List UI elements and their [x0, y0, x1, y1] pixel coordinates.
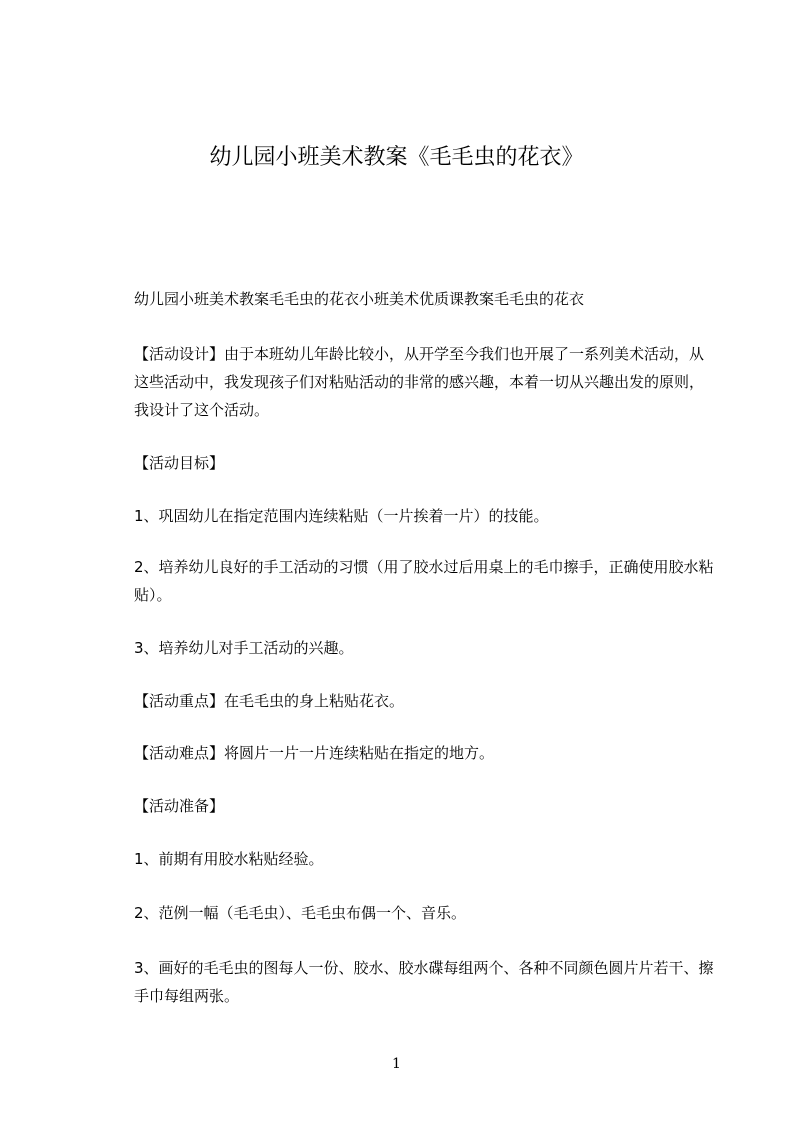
paragraph-objectives-heading: 【活动目标】 — [134, 454, 225, 472]
paragraph-subtitle: 幼儿园小班美术教案毛毛虫的花衣小班美术优质课教案毛毛虫的花衣 — [134, 290, 585, 308]
paragraph-preparation-3: 3、画好的毛毛虫的图每人一份、胶水、胶水碟每组两个、各种不同颜色圆片片若干、擦手巾每组两张。 — [134, 959, 714, 1005]
paragraph-difficulty: 【活动难点】将圆片一片一片连续粘贴在指定的地方。 — [134, 744, 495, 762]
paragraph-preparation-2: 2、范例一幅（毛毛虫）、毛毛虫布偶一个、音乐。 — [134, 904, 467, 922]
page-number: 1 — [392, 1056, 401, 1072]
paragraph-preparation-1: 1、前期有用胶水粘贴经验。 — [134, 850, 324, 868]
paragraph-objective-1: 1、巩固幼儿在指定范围内连续粘贴（一片挨着一片）的技能。 — [134, 507, 549, 525]
paragraph-objective-2: 2、培养幼儿良好的手工活动的习惯（用了胶水过后用桌上的毛巾擦手，正确使用胶水粘贴）。 — [134, 558, 714, 604]
paragraph-activity-design: 【活动设计】由于本班幼儿年龄比较小，从开学至今我们也开展了一系列美术活动，从这些活动中，我发现孩子们对粘贴活动的非常的感兴趣，本着一切从兴趣出发的原则，我设计了这个活动。 — [134, 345, 705, 419]
paragraph-objective-3: 3、培养幼儿对手工活动的兴趣。 — [134, 639, 354, 657]
paragraph-key-point: 【活动重点】在毛毛虫的身上粘贴花衣。 — [134, 692, 405, 710]
document-title: 幼儿园小班美术教案《毛毛虫的花衣》 — [209, 145, 584, 170]
paragraph-preparation-heading: 【活动准备】 — [134, 797, 225, 815]
